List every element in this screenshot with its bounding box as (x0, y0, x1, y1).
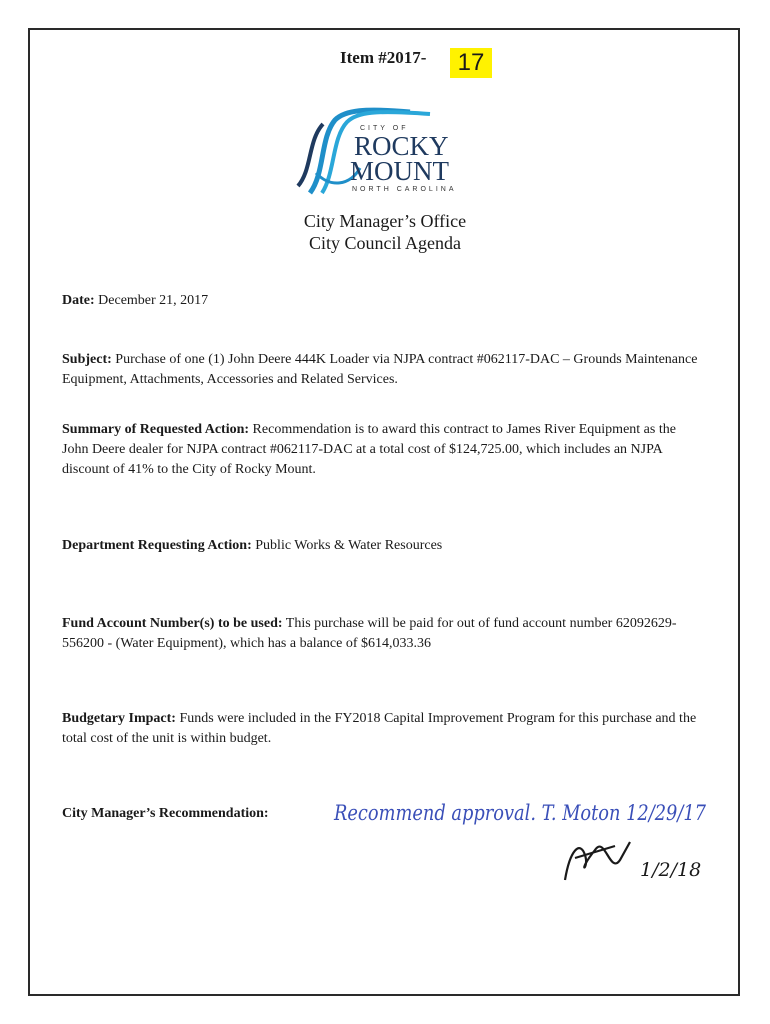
budget-value: Funds were included in the FY2018 Capital Improvement Program for this purchase and the total cost of the unit is within budget. (62, 711, 697, 746)
logo-rocky: ROCKY (354, 131, 449, 161)
item-label: Item #2017- (340, 48, 427, 67)
date-field (62, 291, 702, 311)
city-logo (290, 98, 490, 198)
subject-field (62, 350, 702, 390)
signature-mark (565, 842, 630, 880)
summary-value: Recommendation is to award this contract to James River Equipment as the John Deere dealer for NJPA contract #062117-DAC at a total cost of $124,725.00, which includes an NJPA discount of 41% to the City of Rocky Mount. (62, 422, 676, 477)
fund-field (62, 614, 702, 654)
signature-date: 1/2/18 (640, 859, 702, 881)
fund-value: This purchase will be paid for out of fund account number 62092629-556200 - (Water Equipment), which has a balance of $614,033.36 (62, 616, 677, 651)
logo-state: NORTH CAROLINA (352, 186, 457, 193)
date-value: December 21, 2017 (98, 293, 209, 308)
subject-label: Subject: (62, 352, 112, 367)
subject-value: Purchase of one (1) John Deere 444K Loader via NJPA contract #062117-DAC – Grounds Maintenance Equipment, Attachments, Accessories and Related Services. (62, 352, 698, 387)
logo-city-of: CITY OF (360, 125, 409, 132)
summary-field (62, 420, 702, 480)
department-field (62, 536, 702, 556)
handwritten-recommendation: Recommend approval. T. Moton 12/29/17 (333, 801, 707, 825)
logo-mount: MOUNT (350, 156, 449, 186)
department-value: Public Works & Water Resources (255, 538, 443, 553)
department-label: Department Requesting Action: (62, 538, 252, 553)
date-label: Date: (62, 293, 95, 308)
office-line-1: City Manager’s Office (303, 211, 467, 231)
office-heading (0, 210, 770, 254)
item-number-highlight: 17 (450, 48, 492, 78)
fund-label: Fund Account Number(s) to be used: (62, 616, 283, 631)
office-line-2: City Council Agenda (309, 233, 461, 253)
handwritten-approval (330, 780, 710, 890)
budget-label: Budgetary Impact: (62, 711, 176, 726)
recommendation-label: City Manager’s Recommendation: (62, 806, 269, 821)
budget-field (62, 709, 702, 749)
summary-label: Summary of Requested Action: (62, 422, 250, 437)
